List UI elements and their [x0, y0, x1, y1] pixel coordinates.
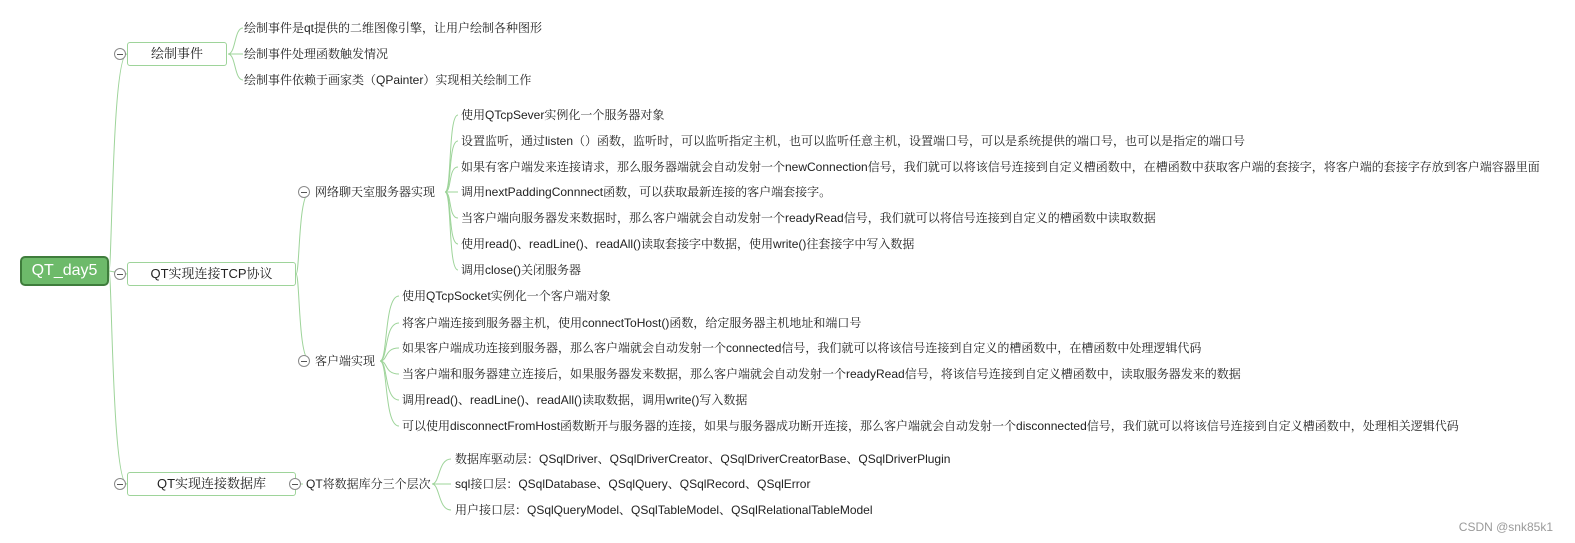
db-item[interactable]: sql接口层：QSqlDatabase、QSqlQuery、QSqlRecord、QSqlError — [455, 477, 811, 491]
server-item[interactable]: 调用nextPaddingConnnect函数，可以获取最新连接的客户端套接字。 — [461, 185, 832, 199]
client-item[interactable]: 当客户端和服务器建立连接后，如果服务器发来数据，那么客户端就会自动发射一个readyRead信号，将该信号连接到自定义槽函数中，读取服务器发来的数据 — [402, 367, 1241, 381]
server-node[interactable]: 网络聊天室服务器实现 — [315, 185, 436, 199]
server-item[interactable]: 调用close()关闭服务器 — [461, 263, 582, 277]
branch3-node[interactable]: QT实现连接数据库 — [127, 472, 296, 496]
db-item[interactable]: 用户接口层：QSqlQueryModel、QSqlTableModel、QSqlRelationalTableModel — [455, 503, 873, 517]
root-node[interactable]: QT_day5 — [20, 256, 109, 286]
client-item[interactable]: 将客户端连接到服务器主机，使用connectToHost()函数，给定服务器主机地址和端口号 — [402, 316, 862, 330]
collapse-toggle-branch3[interactable] — [114, 478, 126, 490]
collapse-toggle-branch2[interactable] — [114, 268, 126, 280]
server-item[interactable]: 使用read()、readLine()、readAll()读取套接字中数据，使用write()往套接字中写入数据 — [461, 237, 915, 251]
server-item[interactable]: 使用QTcpSever实例化一个服务器对象 — [461, 108, 665, 122]
watermark: CSDN @snk85k1 — [1458, 520, 1553, 534]
client-item[interactable]: 可以使用disconnectFromHost函数断开与服务器的连接，如果与服务器成功断开连接，那么客户端就会自动发射一个disconnected信号，我们就可以将该信号连接到自定义槽函数中，处理相关逻辑代码 — [402, 419, 1459, 433]
db-item[interactable]: 数据库驱动层：QSqlDriver、QSqlDriverCreator、QSqlDriverCreatorBase、QSqlDriverPlugin — [455, 452, 951, 466]
client-node[interactable]: 客户端实现 — [315, 354, 376, 368]
branch2-node[interactable]: QT实现连接TCP协议 — [127, 262, 296, 286]
branch1-node[interactable]: 绘制事件 — [127, 42, 227, 66]
db-layers-node[interactable]: QT将数据库分三个层次 — [306, 477, 431, 491]
collapse-toggle-db[interactable] — [289, 478, 301, 490]
collapse-toggle-branch1[interactable] — [114, 48, 126, 60]
server-item[interactable]: 如果有客户端发来连接请求，那么服务器端就会自动发射一个newConnection信号，我们就可以将该信号连接到自定义槽函数中，在槽函数中获取客户端的套接字，将客户端的套接字存放到客户端容器里面 — [461, 160, 1540, 174]
server-item[interactable]: 当客户端向服务器发来数据时，那么客户端就会自动发射一个readyRead信号，我们就可以将信号连接到自定义的槽函数中读取数据 — [461, 211, 1156, 225]
branch1-item[interactable]: 绘制事件是qt提供的二维图像引擎，让用户绘制各种图形 — [244, 21, 543, 35]
client-item[interactable]: 使用QTcpSocket实例化一个客户端对象 — [402, 289, 611, 303]
collapse-toggle-client[interactable] — [298, 355, 310, 367]
client-item[interactable]: 如果客户端成功连接到服务器，那么客户端就会自动发射一个connected信号，我们就可以将该信号连接到自定义的槽函数中，在槽函数中处理逻辑代码 — [402, 341, 1202, 355]
collapse-toggle-server[interactable] — [298, 186, 310, 198]
branch1-item[interactable]: 绘制事件依赖于画家类（QPainter）实现相关绘制工作 — [244, 73, 532, 87]
server-item[interactable]: 设置监听，通过listen（）函数，监听时，可以监听指定主机，也可以监听任意主机，设置端口号，可以是系统提供的端口号，也可以是指定的端口号 — [461, 134, 1246, 148]
client-item[interactable]: 调用read()、readLine()、readAll()读取数据，调用write()写入数据 — [402, 393, 748, 407]
branch1-item[interactable]: 绘制事件处理函数触发情况 — [244, 47, 389, 61]
